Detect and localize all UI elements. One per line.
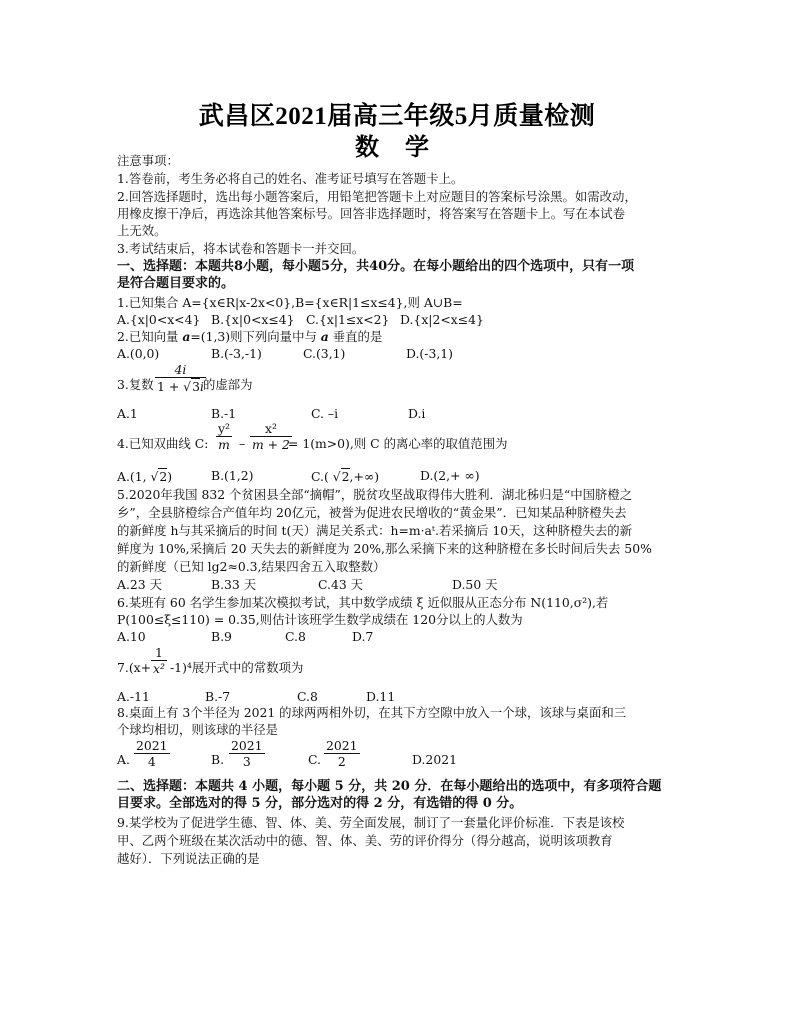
q9-line-3: 越好）．下列说法正确的是 [117,851,260,866]
section-1-header-line-1: 一、选择题：本题共8小题，每小题5分，共40分。在每小题给出的四个选项中，只有一项 [117,259,635,274]
q3-stem-prefix: 3.复数 [117,377,154,392]
q5-option-c: C.43 天 [318,577,364,592]
q9-line-1: 9.某学校为了促进学生德、智、体、美、劳全面发展，制订了一套量化评价标准．下表是该校 [117,815,625,830]
q2-option-b: B.(-3,-1) [211,346,262,361]
q6-option-c: C.8 [285,629,306,644]
q7-option-c: C.8 [297,689,318,704]
q1-option-b: B.{x|0<x≤4} [211,312,295,327]
q5-line-1: 5.2020年我国 832 个贫困县全部“摘帽”，脱贫攻坚战取得伟大胜利．湖北秭归是“中国脐橙之 [117,487,633,502]
notice-item-2-line-1: 2.回答选择题时，选出每小题答案后，用铅笔把答题卡上对应题目的答案标号涂黑。如需改动， [117,189,637,204]
q4-option-d: D.(2,+ ∞) [420,468,480,483]
q3-fraction: $\frac{4i}{1 + √3i}$ [157,362,204,394]
q2-option-a: A.(0,0) [117,346,160,361]
q8-line-2: 个球均相切，则该球的半径是 [117,722,279,737]
exam-title: 武昌区2021届高三年级5月质量检测 [198,103,596,130]
q1-option-c: C.{x|1≤x<2} [306,312,390,327]
q2-stem: 2.已知向量 a=(1,3)则下列向量中与 a 垂直的是 [117,329,383,344]
q6-line-1: 6.某班有 60 名学生参加某次模拟考试，其中数学成绩 ξ 近似服从正态分布 N(110,σ²),若 [117,595,609,610]
q4-fraction-y: $\frac{\text{y²}}{m}$ [218,421,230,452]
q8-line-1: 8.桌面上有 3个半径为 2021 的球两两相外切，在其下方空隙中放入一个球，该球与桌面和三 [117,705,627,720]
q4-stem-suffix: = 1(m>0),则 C 的离心率的取值范围为 [288,436,508,451]
q9-line-2: 甲、乙两个班级在某次活动中的德、智、体、美、劳的评价得分（得分越高，说明该项教育 [117,833,613,848]
q5-option-a: A.23 天 [117,577,162,592]
q4-option-b: B.(1,2) [211,468,254,483]
notice-item-2-line-2: 用橡皮擦干净后，再选涂其他答案标号。回答非选择题时，将答案写在答题卡上。写在本试卷 [117,206,626,221]
q5-option-b: B.33 天 [211,577,257,592]
q8-option-b-label: B. [211,752,225,767]
vector-a: a [320,329,329,344]
q5-line-4: 鲜度为 10%,采摘后 20 天失去的新鲜度为 20%,那么采摘下来的这种脐橙在多长时间后失去 50% [117,541,652,556]
q7-option-b: B.-7 [205,689,231,704]
q4-minus: – [239,436,246,451]
q5-line-3: 的新鲜度 h与其采摘后的时间 t(天）满足关系式：h=m·aᵗ.若采摘后 10天，这种脐橙失去的新 [117,523,633,538]
section-1-header-line-2: 是符合题目要求的。 [117,276,235,291]
q3-option-d: D.i [408,406,426,421]
q3-option-a: A.1 [117,406,138,421]
q7-option-a: A.-11 [117,689,150,704]
q7-option-d: D.11 [366,689,396,704]
q7-stem-suffix: -1)⁴展开式中的常数项为 [170,660,304,675]
q8-option-a-label: A. [117,752,130,767]
notice-item-2-line-3: 上无效。 [117,223,167,238]
vector-a: a [182,329,191,344]
q4-fraction-x: $\frac{\text{x²}}{m + 2}$ [252,421,290,452]
subject-title: 数 学 [355,135,439,161]
q4-stem-prefix: 4.已知双曲线 C: [117,436,209,451]
q7-fraction: $\frac{1}{\text{x²}}$ [153,645,165,676]
q1-option-d: D.{x|2<x≤4} [400,312,484,327]
notice-item-1: 1.答卷前，考生务必将自己的姓名、准考证号填写在答题卡上。 [117,171,464,186]
section-2-header-line-2: 目要求。全部选对的得 5 分，部分选对的得 2 分，有选错的得 0 分。 [117,796,523,811]
notice-item-3: 3.考试结束后，将本试卷和答题卡一并交回。 [117,241,365,256]
q7-stem-prefix: 7.(x+ [117,660,152,675]
q6-option-b: B.9 [211,629,232,644]
q8-option-c-fraction: $\frac{2021}{2}$ [326,738,358,769]
q1-option-a: A.{x|0<x<4} [117,312,201,327]
q2-option-d: D.(-3,1) [406,346,453,361]
q8-option-c-label: C. [308,752,321,767]
section-2-header-line-1: 二、选择题：本题共 4 小题，每小题 5 分，共 20 分．在每小题给出的选项中，有多项符合题 [117,779,662,794]
q8-option-b-fraction: $\frac{2021}{3}$ [231,738,263,769]
q5-line-2: 乡”，全县脐橙综合产值年均 20亿元，被誉为促进农民增收的“黄金果”．已知某品种脐橙失去 [117,505,627,520]
q6-line-2: P(100≤ξ≤110) = 0.35,则估计该班学生数学成绩在 120分以上的人数为 [117,612,523,627]
q5-option-d: D.50 天 [452,577,498,592]
q3-option-c: C. –i [311,406,339,421]
q4-option-a: A.(1, √2) [117,469,173,484]
notice-heading: 注意事项： [117,153,179,168]
q3-option-b: B.-1 [211,406,237,421]
q6-option-a: A.10 [117,629,146,644]
q2-option-c: C.(3,1) [303,346,346,361]
q3-stem-suffix: 的虚部为 [203,377,253,392]
q4-option-c: C.( √2,+∞) [311,469,380,484]
q1-stem: 1.已知集合 A={x∈R|x-2x<0},B={x∈R|1≤x≤4},则 A∪B= [117,295,463,310]
q5-line-5: 的新鲜度（已知 lg2≈0.3,结果四舍五入取整数） [117,559,386,574]
q6-option-d: D.7 [352,629,374,644]
q8-option-a-fraction: $\frac{2021}{4}$ [136,738,168,769]
q8-option-d: D.2021 [412,752,457,767]
